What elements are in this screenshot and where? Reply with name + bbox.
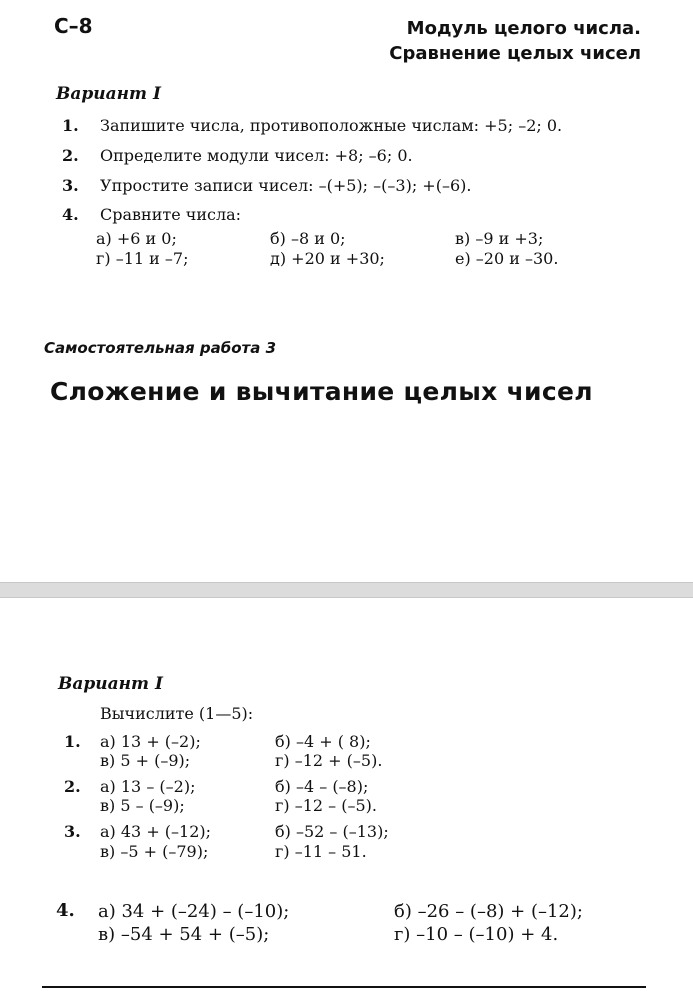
- compare-item: б) –8 и 0;: [270, 229, 346, 248]
- exercise-item: б) –26 – (–8) + (–12);: [394, 901, 583, 922]
- exercise-item: а) 13 + (–2);: [100, 732, 201, 751]
- task-text: Сравните числа:: [100, 205, 242, 224]
- task-number: 1.: [62, 116, 79, 135]
- exercise-item: б) –4 + ( 8);: [275, 732, 371, 751]
- exercise-number: 3.: [64, 822, 81, 841]
- exercise-item: а) 13 – (–2);: [100, 777, 196, 796]
- exercise-item: г) –12 – (–5).: [275, 796, 377, 815]
- variant-heading-2: Вариант I: [58, 674, 163, 694]
- compare-item: в) –9 и +3;: [455, 229, 544, 248]
- exercise-number: 4.: [56, 900, 75, 921]
- exercise-item: в) 5 – (–9);: [100, 796, 185, 815]
- exercise-item: б) –4 – (–8);: [275, 777, 369, 796]
- exercise-item: в) –54 + 54 + (–5);: [98, 924, 270, 945]
- task-number: 4.: [62, 205, 79, 224]
- instruction: Вычислите (1—5):: [100, 704, 254, 723]
- exercise-item: б) –52 – (–13);: [275, 822, 389, 841]
- page-divider: [0, 582, 693, 598]
- exercise-item: в) –5 + (–79);: [100, 842, 209, 861]
- compare-item: г) –11 и –7;: [96, 249, 189, 268]
- variant-heading: Вариант I: [56, 84, 161, 104]
- task-text: Определите модули чисел: +8; –6; 0.: [100, 146, 413, 165]
- exercise-item: а) 34 + (–24) – (–10);: [98, 901, 290, 922]
- exercise-item: г) –10 – (–10) + 4.: [394, 924, 559, 945]
- exercise-item: г) –12 + (–5).: [275, 751, 383, 770]
- compare-item: а) +6 и 0;: [96, 229, 177, 248]
- bottom-rule: [42, 986, 646, 988]
- section-title: Сложение и вычитание целых чисел: [50, 377, 593, 406]
- work-subtitle: Самостоятельная работа 3: [44, 339, 277, 357]
- worksheet-title: [389, 16, 641, 66]
- exercise-number: 2.: [64, 777, 81, 796]
- compare-item: д) +20 и +30;: [270, 249, 385, 268]
- exercise-item: а) 43 + (–12);: [100, 822, 212, 841]
- title-line-2: Сравнение целых чисел: [389, 43, 641, 64]
- exercise-item: в) 5 + (–9);: [100, 751, 191, 770]
- task-text: Упростите записи чисел: –(+5); –(–3); +(–6).: [100, 176, 472, 195]
- exercise-number: 1.: [64, 732, 81, 751]
- task-number: 2.: [62, 146, 79, 165]
- exercise-item: г) –11 – 51.: [275, 842, 367, 861]
- worksheet-code: С–8: [54, 14, 93, 38]
- task-number: 3.: [62, 176, 79, 195]
- task-text: Запишите числа, противоположные числам: +5; –2; 0.: [100, 116, 563, 135]
- title-line-1: Модуль целого числа.: [406, 18, 641, 39]
- compare-item: е) –20 и –30.: [455, 249, 559, 268]
